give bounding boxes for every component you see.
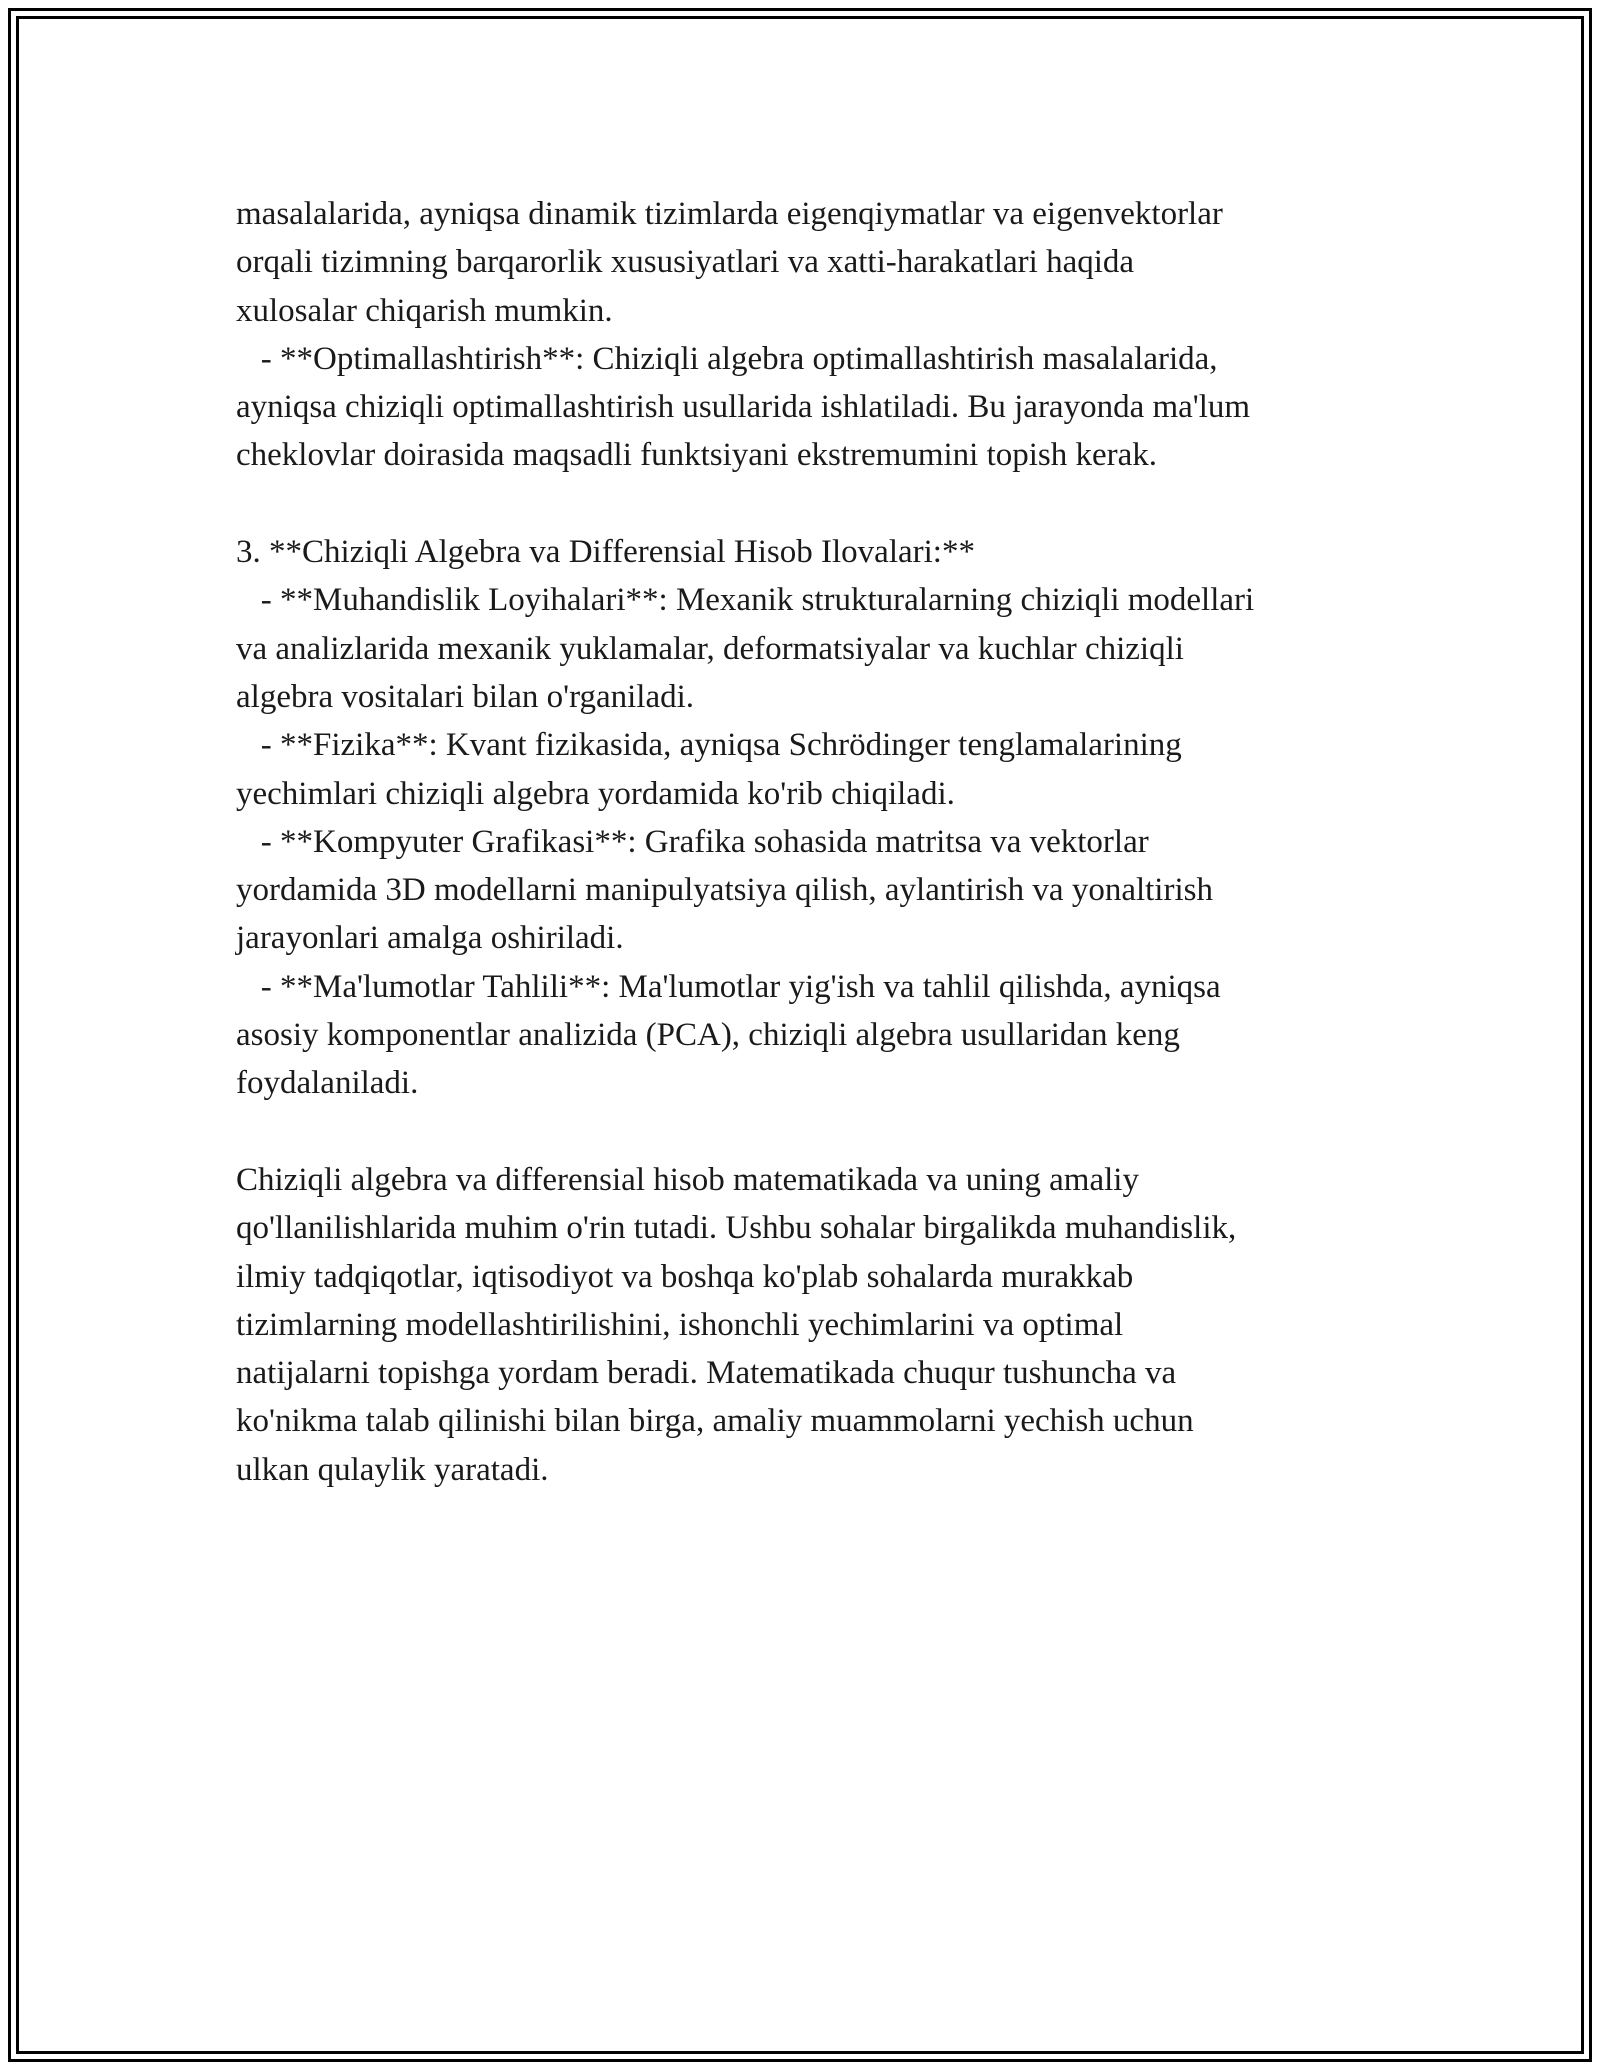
text-line: ilmiy tadqiqotlar, iqtisodiyot va boshqa ko'plab sohalarda murakkab <box>236 1258 1134 1295</box>
list-item-physics: - **Fizika**: Kvant fizikasida, ayniqsa Schrödinger tenglamalarining <box>236 727 1182 764</box>
text-line: ko'nikma talab qilinishi bilan birga, amaliy muammolarni yechish uchun <box>236 1403 1194 1440</box>
text-line: natijalarni topishga yordam beradi. Matematikada chuqur tushuncha va <box>236 1355 1177 1392</box>
text-line: cheklovlar doirasida maqsadli funktsiyani ekstremumini topish kerak. <box>236 437 1158 474</box>
section-heading: 3. **Chiziqli Algebra va Differensial Hisob Ilovalari:** <box>236 534 975 571</box>
text-line: foydalaniladi. <box>236 1065 419 1102</box>
text-line: asosiy komponentlar analizida (PCA), chiziqli algebra usullaridan keng <box>236 1017 1180 1054</box>
paragraph-spacer <box>236 480 1396 528</box>
text-line: ayniqsa chiziqli optimallashtirish usullarida ishlatiladi. Bu jarayonda ma'lum <box>236 389 1251 426</box>
list-item-optimization: - **Optimallashtirish**: Chiziqli algebra optimallashtirish masalalarida, <box>236 340 1218 377</box>
paragraph-dynamics-optimization <box>236 190 1396 480</box>
paragraph-conclusion <box>236 1156 1396 1494</box>
document-body <box>236 190 1396 1494</box>
text-line: jarayonlari amalga oshiriladi. <box>236 920 624 957</box>
list-item-data-analysis: - **Ma'lumotlar Tahlili**: Ma'lumotlar yig'ish va tahlil qilishda, ayniqsa <box>236 968 1221 1005</box>
text-line: yordamida 3D modellarni manipulyatsiya qilish, aylantirish va yonaltirish <box>236 872 1213 909</box>
text-line: ulkan qulaylik yaratadi. <box>236 1451 549 1488</box>
list-item-engineering: - **Muhandislik Loyihalari**: Mexanik strukturalarning chiziqli modellari <box>236 582 1255 619</box>
list-item-computer-graphics: - **Kompyuter Grafikasi**: Grafika sohasida matritsa va vektorlar <box>236 823 1149 860</box>
text-line: masalalarida, ayniqsa dinamik tizimlarda eigenqiymatlar va eigenvektorlar <box>236 196 1223 232</box>
text-line: xulosalar chiqarish mumkin. <box>236 292 613 329</box>
text-line: orqali tizimning barqarorlik xususiyatlari va xatti-harakatlari haqida <box>236 244 1135 281</box>
text-line: yechimlari chiziqli algebra yordamida ko'rib chiqiladi. <box>236 775 955 812</box>
text-line: qo'llanilishlarida muhim o'rin tutadi. Ushbu sohalar birgalikda muhandislik, <box>236 1210 1237 1247</box>
text-line: tizimlarning modellashtirilishini, ishonchli yechimlarini va optimal <box>236 1306 1124 1343</box>
text-line: Chiziqli algebra va differensial hisob matematikada va uning amaliy <box>236 1161 1139 1198</box>
text-line: algebra vositalari bilan o'rganiladi. <box>236 678 695 715</box>
text-line: va analizlarida mexanik yuklamalar, deformatsiyalar va kuchlar chiziqli <box>236 630 1184 667</box>
paragraph-spacer <box>236 1108 1396 1156</box>
section-applications <box>236 528 1396 1108</box>
